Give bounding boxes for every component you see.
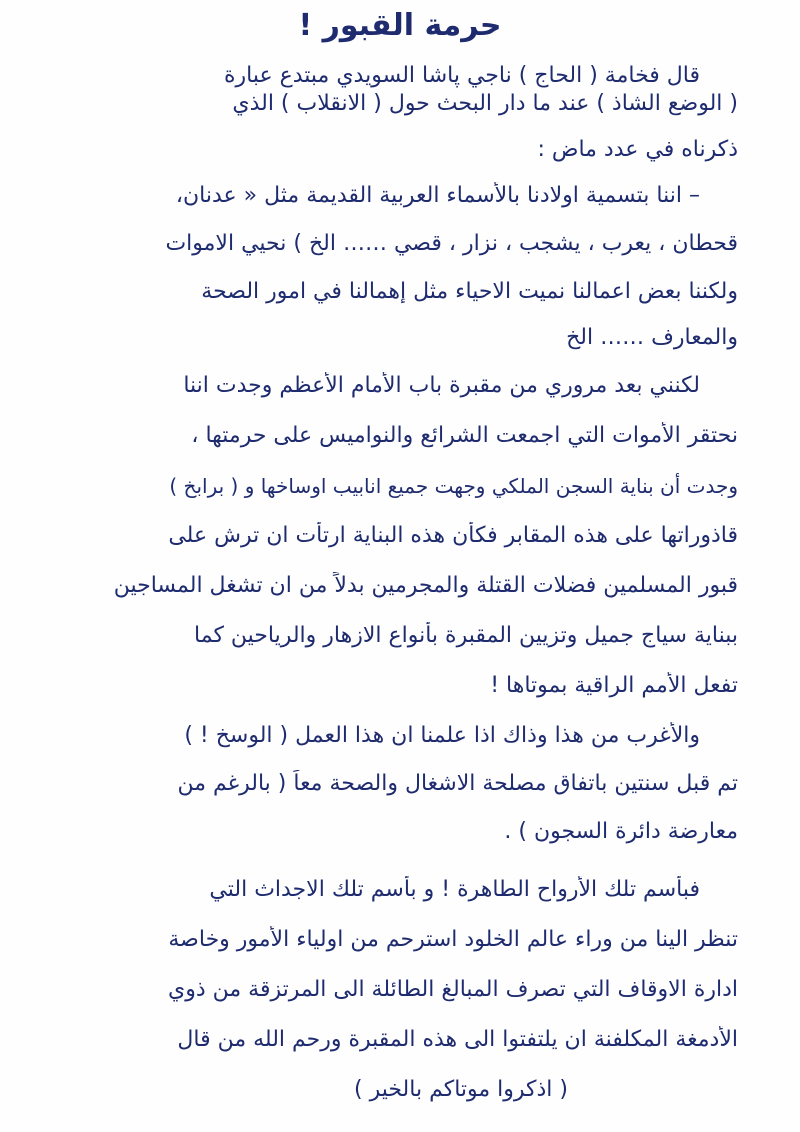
text-line: والأغرب من هذا وذاك اذا علمنا ان هذا العمل ( الوسخ ! ) — [184, 723, 700, 748]
paragraph-4 — [48, 722, 738, 846]
text-line: فبأسم تلك الأرواح الطاهرة ! و بأسم تلك الاجداث التي — [209, 877, 700, 902]
paragraph-3 — [48, 372, 738, 700]
text-line: ولكننا بعض اعمالنا نميت الاحياء مثل إهمالنا في امور الصحة — [201, 279, 738, 304]
paragraph-2 — [48, 182, 738, 352]
text-line: ادارة الاوقاف التي تصرف المبالغ الطائلة الى المرتزقة من ذوي — [168, 977, 738, 1002]
text-line: قاذوراتها على هذه المقابر فكأن هذه البناية ارتأت ان ترش على — [168, 523, 738, 548]
text-line: ذكرناه في عدد ماض : — [537, 137, 738, 162]
text-line: تم قبل سنتين باتفاق مصلحة الاشغال والصحة معاً ( بالرغم من — [177, 771, 738, 796]
text-line: قال فخامة ( الحاج ) ناجي پاشا السويدي مبتدع عبارة — [223, 63, 700, 88]
text-line: – اننا بتسمية اولادنا بالأسماء العربية القديمة مثل « عدنان، — [175, 183, 700, 208]
paragraph-1 — [48, 62, 738, 164]
text-line: والمعارف …… الخ — [566, 325, 738, 350]
page-title: حرمة القبور ! — [298, 8, 502, 43]
text-line: الأدمغة المكلفنة ان يلتفتوا الى هذه المقبرة ورحم الله من قال — [177, 1027, 738, 1052]
text-line: لكنني بعد مروري من مقبرة باب الأمام الأعظم وجدت اننا — [183, 373, 700, 398]
text-line: نحتقر الأموات التي اجمعت الشرائع والنواميس على حرمتها ، — [191, 423, 738, 448]
text-line: معارضة دائرة السجون ) . — [504, 819, 738, 844]
text-line: وجدت أن بناية السجن الملكي وجهت جميع انابيب اوساخها و ( برابخ ) — [169, 474, 738, 498]
text-line: قحطان ، يعرب ، يشجب ، نزار ، قصي …… الخ ) نحيي الاموات — [165, 231, 738, 256]
text-line: تفعل الأمم الراقية بموتاها ! — [490, 673, 738, 698]
text-line: ببناية سياج جميل وتزيين المقبرة بأنواع الازهار والرياحين كما — [194, 623, 738, 648]
text-line: قبور المسلمين فضلات القتلة والمجرمين بدلاً من ان تشغل المساجين — [113, 573, 738, 598]
text-line: تنظر الينا من وراء عالم الخلود استرحم من اولياء الأمور وخاصة — [168, 927, 738, 952]
text-line: ( الوضع الشاذ ) عند ما دار البحث حول ( الانقلاب ) الذي — [232, 91, 738, 116]
paragraph-5 — [48, 876, 738, 1104]
text-line: ( اذكروا موتاكم بالخير ) — [354, 1077, 568, 1102]
article-body — [48, 62, 738, 1104]
